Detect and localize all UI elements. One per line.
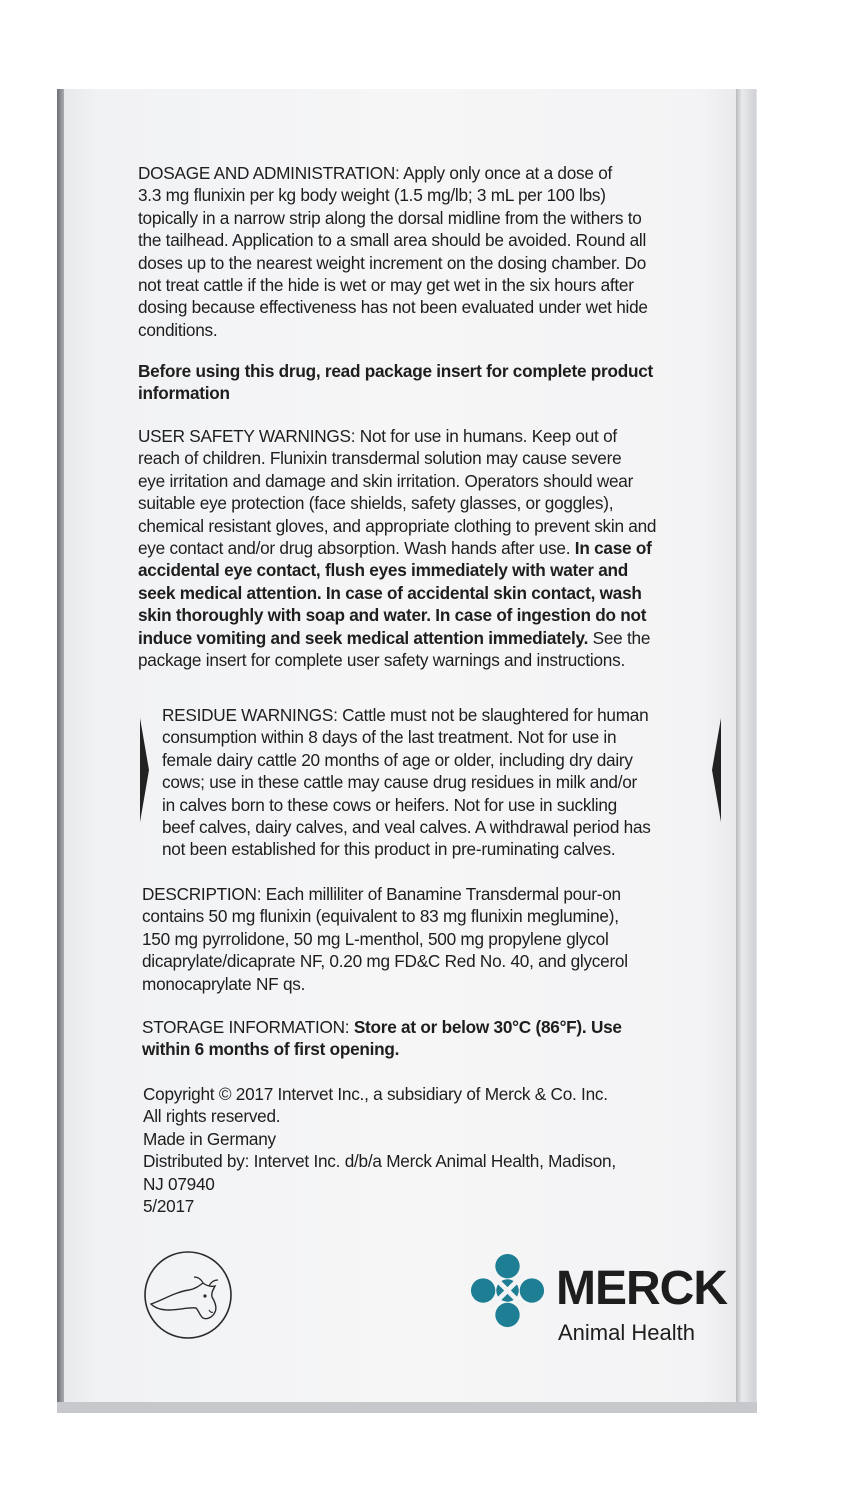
user-safety-line: eye contact and/or drug absorption. Wash hands after use. bbox=[138, 538, 571, 559]
dosage-line: 3.3 mg flunixin per kg body weight (1.5 mg/lb; 3 mL per 100 lbs) bbox=[138, 185, 606, 206]
description-heading: DESCRIPTION: bbox=[142, 884, 262, 904]
user-safety-bold: seek medical attention. In case of accidental skin contact, wash bbox=[138, 582, 642, 603]
description-section bbox=[142, 883, 628, 995]
dosage-section bbox=[138, 162, 648, 341]
user-safety-bold: induce vomiting and seek medical attention immediately. bbox=[138, 627, 589, 648]
residue-heading: RESIDUE WARNINGS: bbox=[162, 705, 338, 725]
cattle-head-icon bbox=[143, 1250, 233, 1340]
dosage-line: topically in a narrow strip along the dorsal midline from the withers to bbox=[138, 207, 642, 228]
before-using-note bbox=[138, 360, 653, 405]
dosage-line: dosing because effectiveness has not been evaluated under wet hide bbox=[138, 297, 648, 318]
merck-logo-icon bbox=[470, 1253, 545, 1328]
storage-line: within 6 months of first opening. bbox=[142, 1039, 400, 1060]
merck-wordmark: MERCK bbox=[556, 1262, 727, 1315]
residue-right-marker bbox=[712, 718, 721, 822]
dosage-line: not treat cattle if the hide is wet or may get wet in the six hours after bbox=[138, 275, 634, 296]
user-safety-line: package insert for complete user safety warnings and instructions. bbox=[138, 650, 625, 671]
copyright-line: All rights reserved. bbox=[143, 1106, 281, 1127]
user-safety-line: See the bbox=[588, 627, 651, 648]
residue-line: female dairy cattle 20 months of age or older, including dry dairy bbox=[162, 749, 633, 770]
residue-line: in calves born to these cows or heifers. Not for use in suckling bbox=[162, 794, 617, 815]
copyright-section bbox=[143, 1083, 616, 1217]
storage-heading: STORAGE INFORMATION: bbox=[142, 1017, 350, 1037]
dosage-line: the tailhead. Application to a small area should be avoided. Round all bbox=[138, 230, 647, 251]
user-safety-bold: skin thoroughly with soap and water. In case of ingestion do not bbox=[138, 605, 647, 626]
user-safety-bold: In case of bbox=[570, 538, 652, 559]
user-safety-line: chemical resistant gloves, and appropriate clothing to prevent skin and bbox=[138, 515, 657, 536]
residue-line: beef calves, dairy calves, and veal calves. A withdrawal period has bbox=[162, 817, 651, 838]
copyright-line: NJ 07940 bbox=[143, 1173, 215, 1194]
dosage-line: Apply only once at a dose of bbox=[399, 163, 613, 183]
residue-line: not been established for this product in pre-ruminating calves. bbox=[162, 839, 616, 860]
description-line: monocaprylate NF qs. bbox=[142, 973, 306, 994]
description-line: dicaprylate/dicaprate NF, 0.20 mg FD&C Red No. 40, and glycerol bbox=[142, 951, 628, 972]
storage-section bbox=[142, 1016, 622, 1061]
user-safety-bold: accidental eye contact, flush eyes immediately with water and bbox=[138, 560, 629, 581]
package-left-edge bbox=[57, 89, 64, 1413]
user-safety-line: Not for use in humans. Keep out of bbox=[355, 426, 617, 446]
copyright-line: 5/2017 bbox=[143, 1196, 195, 1217]
before-using-line: Before using this drug, read package insert for complete product bbox=[138, 361, 653, 381]
description-line: 150 mg pyrrolidone, 50 mg L-menthol, 500 mg propylene glycol bbox=[142, 928, 609, 949]
residue-line: cows; use in these cattle may cause drug residues in milk and/or bbox=[162, 772, 638, 793]
dosage-heading: DOSAGE AND ADMINISTRATION: bbox=[138, 163, 400, 183]
user-safety-heading: USER SAFETY WARNINGS: bbox=[138, 426, 356, 446]
dosage-line: doses up to the nearest weight increment on the dosing chamber. Do bbox=[138, 252, 647, 273]
residue-line: consumption within 8 days of the last treatment. Not for use in bbox=[162, 727, 617, 748]
description-line: Each milliliter of Banamine Transdermal pour-on bbox=[261, 884, 621, 904]
residue-left-marker bbox=[140, 718, 149, 822]
description-line: contains 50 mg flunixin (equivalent to 83 mg flunixin meglumine), bbox=[142, 906, 619, 927]
user-safety-section bbox=[138, 425, 656, 671]
copyright-line: Distributed by: Intervet Inc. d/b/a Merck Animal Health, Madison, bbox=[143, 1151, 616, 1172]
copyright-line: Copyright © 2017 Intervet Inc., a subsidiary of Merck & Co. Inc. bbox=[143, 1084, 608, 1104]
user-safety-line: eye irritation and damage and skin irritation. Operators should wear bbox=[138, 470, 634, 491]
before-using-line: information bbox=[138, 383, 230, 404]
package-bottom-edge bbox=[57, 1402, 757, 1413]
merck-subtitle: Animal Health bbox=[558, 1320, 695, 1345]
residue-line: Cattle must not be slaughtered for human bbox=[337, 705, 649, 725]
user-safety-line: reach of children. Flunixin transdermal solution may cause severe bbox=[138, 448, 622, 469]
residue-section bbox=[162, 704, 651, 861]
storage-line: Store at or below 30°C (86°F). Use bbox=[349, 1017, 622, 1037]
dosage-line: conditions. bbox=[138, 319, 218, 340]
package-right-edge bbox=[736, 89, 756, 1413]
user-safety-line: suitable eye protection (face shields, safety glasses, or goggles), bbox=[138, 493, 614, 514]
copyright-line: Made in Germany bbox=[143, 1128, 276, 1149]
